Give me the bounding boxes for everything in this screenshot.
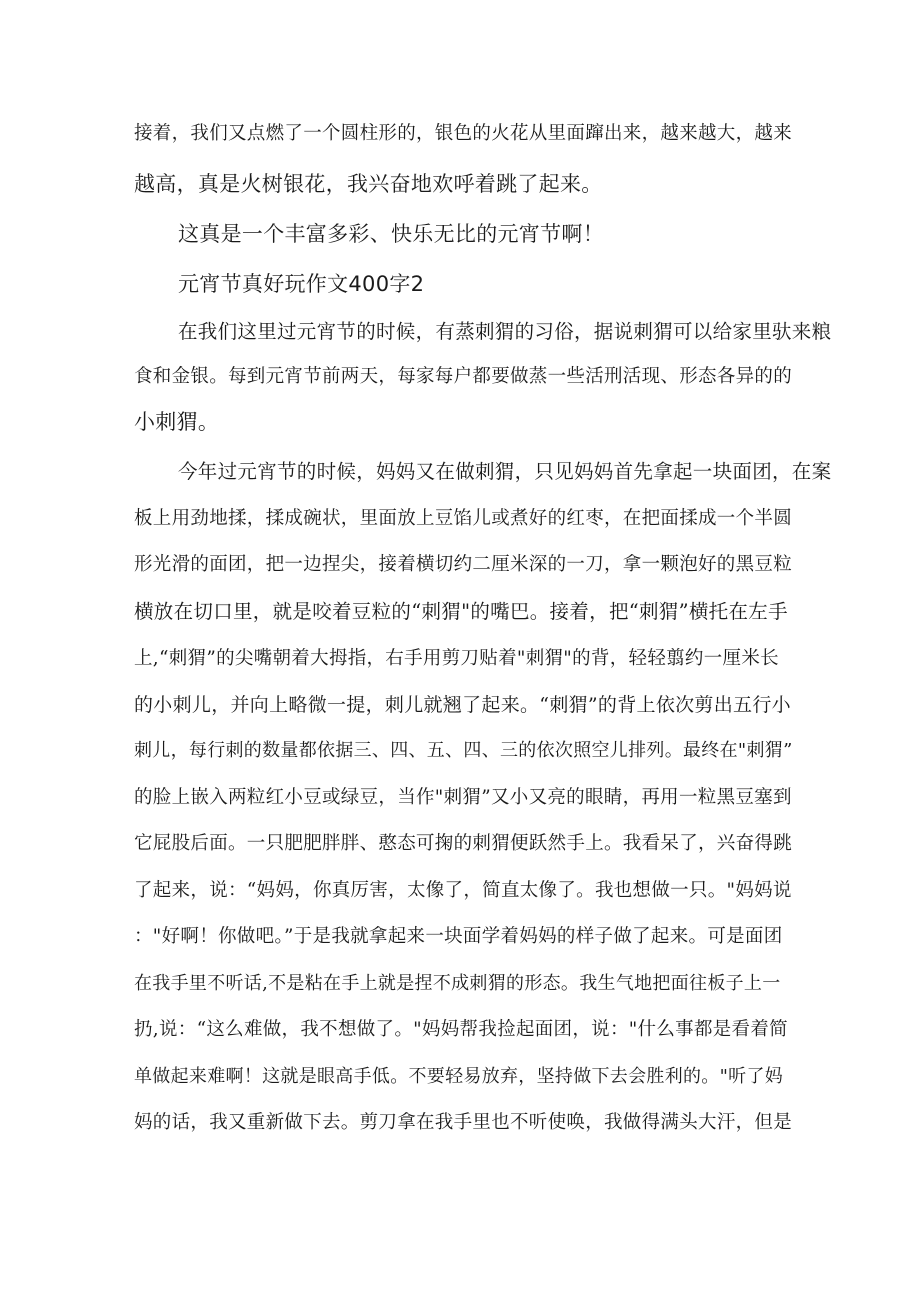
text-line: 妈的话，我又重新做下去。剪刀拿在我手里也不听使唤，我做得满头大汗，但是 xyxy=(134,1112,793,1133)
text-line: 小刺猬。 xyxy=(134,410,220,434)
text-line: 单做起来难啊！这就是眼高手低。不要轻易放弃，坚持做下去会胜利的。"听了妈 xyxy=(134,1066,784,1087)
text-line: 在我手里不听话,不是粘在手上就是捏不成刺猬的形态。我生气地把面往板子上一 xyxy=(134,973,781,994)
text-line: 了起来，说：“妈妈，你真厉害，太像了，简直太像了。我也想做一只。"妈妈说 xyxy=(134,880,792,901)
text-line: 横放在切口里，就是咬着豆粒的“刺猬"的嘴巴。接着，把“刺猬”横托在左手 xyxy=(134,600,788,623)
text-line: 这真是一个丰富多彩、快乐无比的元宵节啊！ xyxy=(178,222,604,246)
text-line: 上,“刺猬”的尖嘴朝着大拇指，右手用剪刀贴着"刺猬"的背，轻轻翦约一厘米长 xyxy=(134,648,779,669)
text-line: 形光滑的面团，把一边捏尖，接着横切约二厘米深的一刀，拿一颗泡好的黑豆粒 xyxy=(134,554,793,575)
text-line: 食和金银。每到元宵节前两天，每家每户都要做蒸一些活刑活现、形态各异的的 xyxy=(134,366,793,387)
text-line: 板上用劲地揉，揉成碗状，里面放上豆馅儿或煮好的红枣，在把面揉成一个半圆 xyxy=(134,508,793,529)
text-line: 刺儿，每行刺的数量都依据三、四、五、四、三的依次照空儿排列。最终在"刺猬” xyxy=(134,740,793,761)
text-line: 今年过元宵节的时候，妈妈又在做刺猬，只见妈妈首先拿起一块面团，在案 xyxy=(178,460,832,483)
text-line: 扔,说：“这么难做，我不想做了。"妈妈帮我捡起面团，说："什么事都是看着简 xyxy=(134,1019,788,1040)
text-line: 它屁股后面。一只肥肥胖胖、憨态可掬的刺猬便跃然手上。我看呆了，兴奋得跳 xyxy=(134,833,793,854)
text-line: ："好啊！你做吧。”于是我就拿起来一块面学着妈妈的样子做了起来。可是面团 xyxy=(134,926,783,947)
text-line: 的脸上嵌入两粒红小豆或绿豆，当作"刺猬”又小又亮的眼睛，再用一粒黑豆塞到 xyxy=(134,787,792,808)
text-line: 的小刺儿，并向上略微一提，刺儿就翘了起来。“刺猬”的背上依次剪出五行小 xyxy=(134,694,791,716)
text-line: 越高，真是火树银花，我兴奋地欢呼着跳了起来。 xyxy=(134,172,603,196)
text-line: 在我们这里过元宵节的时候，有蒸刺猬的习俗，据说刺猬可以给家里驮来粮 xyxy=(178,320,832,343)
section-heading: 元宵节真好玩作文400字2 xyxy=(178,272,425,296)
text-line: 接着，我们又点燃了一个圆柱形的，银色的火花从里面蹿出来，越来越大，越来 xyxy=(134,123,793,144)
